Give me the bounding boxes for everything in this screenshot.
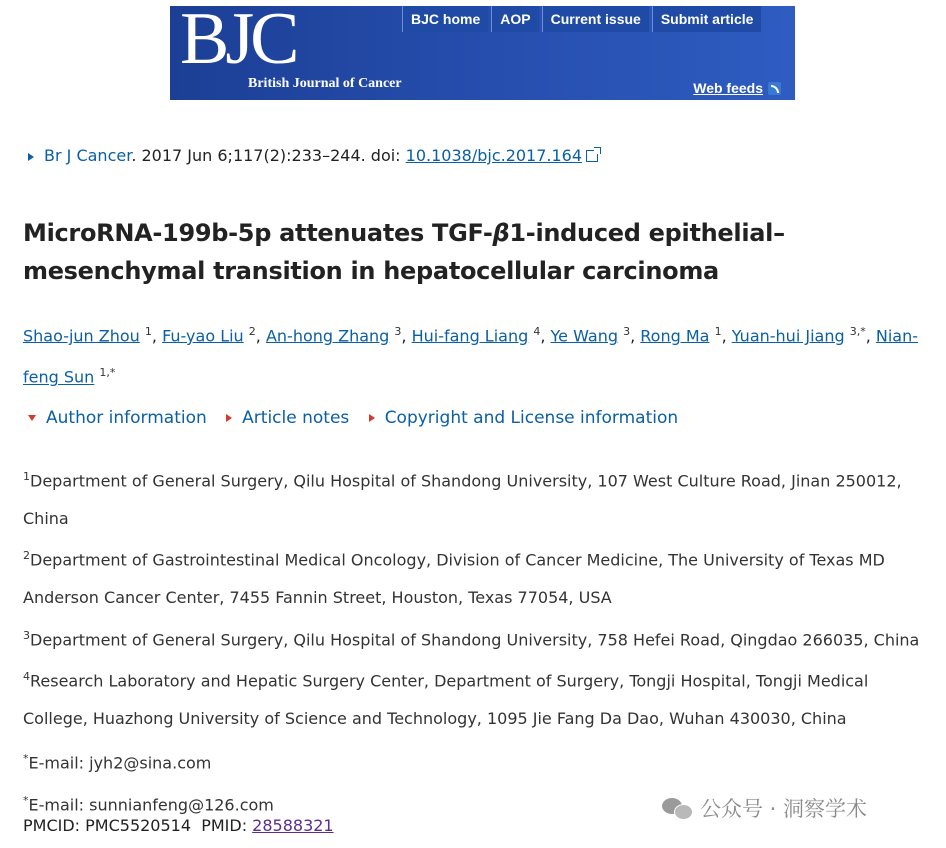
author-affiliation: 1 (144, 325, 152, 338)
affiliation-item (23, 658, 928, 737)
triangle-right-icon (369, 414, 375, 422)
author-affiliation: 1 (714, 325, 722, 338)
affiliations (23, 458, 928, 738)
author-affiliation: 2 (248, 325, 256, 338)
author-link[interactable]: Rong Ma (640, 326, 710, 346)
author-link[interactable]: Shao-jun Zhou (23, 326, 140, 346)
pmid-link[interactable]: 28588321 (252, 816, 334, 835)
copyright-toggle[interactable] (369, 408, 678, 428)
pmid-label: PMID: (201, 816, 253, 835)
wechat-watermark (662, 793, 867, 823)
author-affiliation: 3 (394, 325, 402, 338)
affiliation-item (23, 617, 928, 659)
external-link-icon[interactable] (586, 150, 598, 162)
wechat-icon (662, 796, 692, 820)
affiliation-item (23, 537, 928, 616)
doi-link[interactable]: 10.1038/bjc.2017.164 (405, 146, 583, 165)
journal-logo[interactable]: BJC (180, 6, 296, 80)
email-line (23, 740, 274, 782)
author-link[interactable]: Hui-fang Liang (411, 326, 529, 346)
web-feeds-label[interactable]: Web feeds (693, 80, 763, 96)
article-notes-label[interactable]: Article notes (242, 408, 350, 428)
author-affiliation: 4 (533, 325, 541, 338)
citation-details: . 2017 Jun 6;117(2):233–244. doi: (131, 146, 406, 165)
watermark-text: 公众号 · 洞察学术 (700, 797, 868, 821)
correspondence (23, 740, 274, 825)
author-affiliation: 3,* (849, 325, 866, 338)
nav-submit-article[interactable]: Submit article (652, 6, 762, 32)
asterisk-mark: * (23, 794, 29, 808)
author-link[interactable]: Ye Wang (550, 326, 619, 346)
nav-current-issue[interactable]: Current issue (542, 6, 649, 32)
affiliation-item (23, 458, 928, 537)
nav-aop[interactable]: AOP (491, 6, 538, 32)
affiliation-text: Department of General Surgery, Qilu Hospital of Shandong University, 107 West Culture Road, Jinan 250012, China (23, 471, 902, 528)
affiliation-text: Department of General Surgery, Qilu Hospital of Shandong University, 758 Hefei Road, Qingdao 266035, China (30, 629, 920, 649)
author-information-label[interactable]: Author information (46, 408, 207, 428)
email-text: E-mail: sunnianfeng@126.com (28, 795, 274, 815)
affiliation-number: 1 (23, 470, 30, 483)
journal-banner[interactable] (170, 6, 795, 100)
article-notes-toggle[interactable] (226, 408, 349, 428)
title-part-2: 1-induced epithelial–mesenchymal transition in hepatocellular carcinoma (23, 219, 785, 285)
rss-icon[interactable] (768, 82, 781, 95)
triangle-down-icon (28, 415, 36, 421)
journal-name: British Journal of Cancer (248, 76, 402, 91)
journal-link[interactable]: Br J Cancer (44, 146, 132, 165)
citation-line (28, 146, 598, 165)
affiliation-number: 4 (23, 670, 30, 684)
author-list: Shao-jun Zhou $^1$, Fu-yao Liu $^2$, An-hong Zhang $^3$, Hui-fang Liang $^4$, Ye Wang $^3$, Rong Ma $^1$, Yuan-hui Jiang $^{3,*}$, Nian-feng Sun $^{1,*}$ (23, 325, 919, 387)
article-ids (23, 816, 334, 835)
author-link[interactable]: Fu-yao Liu (162, 326, 244, 346)
affiliation-number: 2 (23, 549, 30, 563)
pmcid: PMCID: PMC5520514 (23, 816, 192, 835)
title-beta: β (492, 219, 510, 247)
article-title (23, 214, 928, 290)
author-affiliation: 1,* (99, 366, 116, 380)
nav-bjc-home[interactable]: BJC home (402, 6, 488, 32)
affiliation-text: Research Laboratory and Hepatic Surgery Center, Department of Surgery, Tongji Hospital, Tongji Medical College, Huazhong University of Science and Technology, 1095 Jie Fang Da Dao, Wuhan 430030, China (23, 671, 869, 729)
triangle-right-icon (28, 153, 34, 161)
triangle-right-icon (226, 414, 232, 422)
author-link[interactable]: An-hong Zhang (265, 326, 390, 346)
web-feeds-link[interactable] (693, 80, 781, 96)
copyright-label[interactable]: Copyright and License information (384, 408, 679, 428)
title-part-1: MicroRNA-199b-5p attenuates TGF- (23, 219, 493, 247)
email-text: E-mail: jyh2@sina.com (28, 753, 212, 773)
author-information-toggle[interactable] (28, 408, 207, 428)
author-affiliation: 3 (623, 325, 631, 338)
author-link[interactable]: Nian-feng Sun (23, 326, 919, 387)
affiliation-text: Department of Gastrointestinal Medical Oncology, Division of Cancer Medicine, The University of Texas MD Anderson Cancer Center, 7455 Fannin Street, Houston, Texas 77054, USA (23, 550, 885, 608)
banner-nav (402, 6, 764, 32)
article-info-links (28, 408, 692, 428)
affiliation-number: 3 (23, 628, 30, 642)
author-link[interactable]: Yuan-hui Jiang (731, 326, 845, 346)
asterisk-mark: * (23, 752, 29, 765)
